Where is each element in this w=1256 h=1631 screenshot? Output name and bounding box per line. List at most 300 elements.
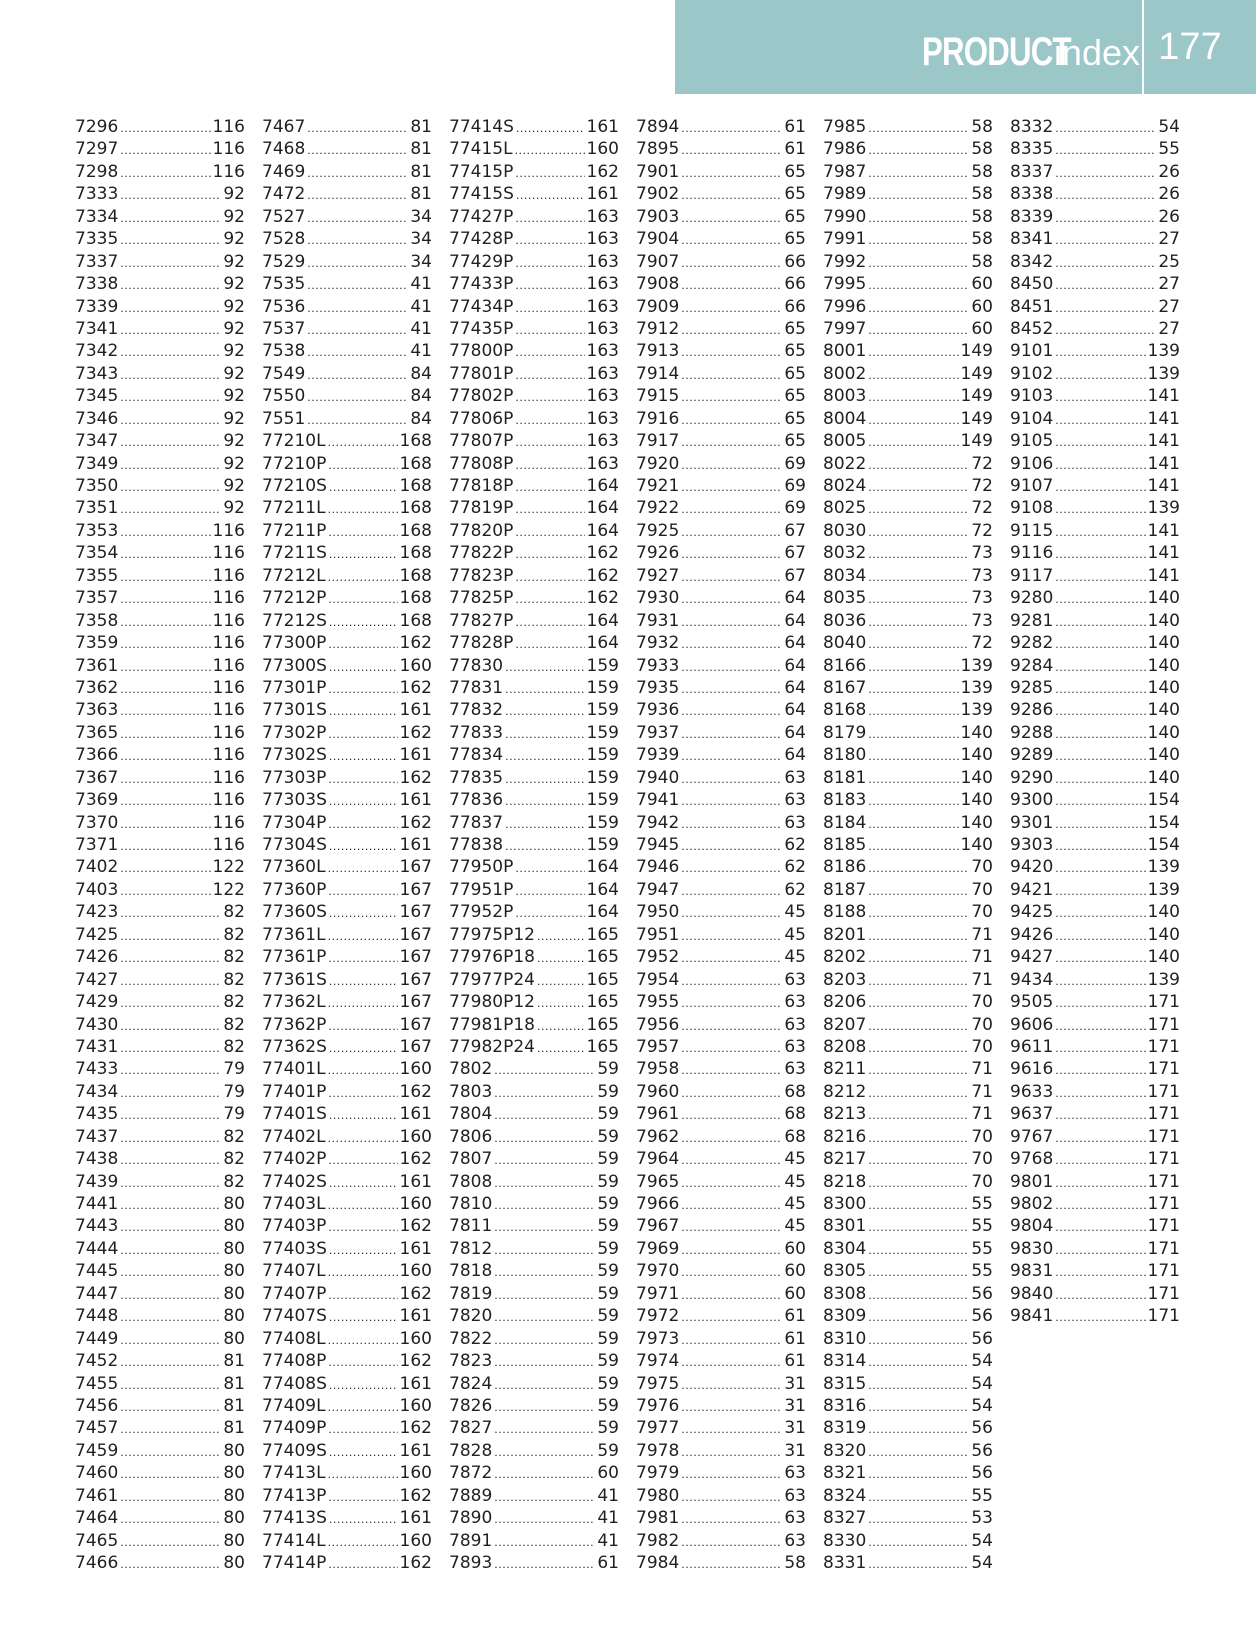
page-reference: 81 <box>223 1351 245 1372</box>
dot-leader <box>307 208 408 230</box>
dot-leader <box>681 342 782 364</box>
page-reference: 139 <box>1147 498 1180 519</box>
page-reference: 160 <box>399 1261 432 1282</box>
page-reference: 80 <box>223 1508 245 1529</box>
page-reference: 82 <box>223 1014 245 1035</box>
dot-leader <box>328 881 397 903</box>
dot-leader <box>494 1217 595 1239</box>
dot-leader <box>868 298 969 320</box>
index-entry <box>75 453 245 475</box>
index-entry <box>262 1530 432 1552</box>
product-code: 7806 <box>449 1126 493 1147</box>
product-code: 7444 <box>75 1238 119 1259</box>
index-entry <box>823 1462 993 1484</box>
index-entry <box>75 1103 245 1125</box>
page-reference: 159 <box>586 835 619 855</box>
dot-leader <box>1055 140 1156 162</box>
dot-leader <box>120 387 221 409</box>
product-code: 7952 <box>636 947 680 968</box>
index-entry <box>449 1328 619 1350</box>
dot-leader <box>505 791 584 813</box>
page-reference: 82 <box>223 1149 245 1170</box>
product-code: 77360S <box>262 902 327 923</box>
dot-leader <box>1055 1285 1145 1307</box>
product-code: 7812 <box>449 1238 493 1259</box>
dot-leader <box>1055 1016 1145 1038</box>
page-reference: 162 <box>399 812 432 833</box>
product-code: 7430 <box>75 1014 119 1035</box>
dot-leader <box>868 858 969 880</box>
dot-leader <box>681 589 782 611</box>
index-entry <box>636 183 806 205</box>
page-title-bold: PRODUCT <box>922 30 1071 74</box>
page-reference: 162 <box>399 1418 432 1439</box>
product-code: 7819 <box>449 1283 493 1304</box>
page-reference: 58 <box>971 206 993 227</box>
page-reference: 160 <box>399 1530 432 1551</box>
page-reference: 60 <box>971 318 993 339</box>
page-reference: 162 <box>399 767 432 788</box>
page-reference: 141 <box>1147 431 1180 452</box>
dot-leader <box>681 1038 782 1060</box>
dot-leader <box>120 253 221 275</box>
product-code: 7460 <box>75 1463 119 1484</box>
index-entry <box>262 1036 432 1058</box>
product-code: 77403S <box>262 1238 327 1259</box>
product-code: 8319 <box>823 1418 867 1439</box>
product-code: 7981 <box>636 1508 680 1529</box>
index-entry <box>636 1373 806 1395</box>
page-reference: 161 <box>586 117 619 137</box>
index-entry <box>823 1417 993 1439</box>
product-code: 77361L <box>262 924 326 945</box>
product-code: 7456 <box>75 1395 119 1416</box>
dot-leader <box>681 1150 782 1172</box>
dot-leader <box>868 679 958 701</box>
product-code: 7459 <box>75 1440 119 1461</box>
page-reference: 165 <box>586 947 619 968</box>
index-entry <box>75 587 245 609</box>
page-reference: 65 <box>784 386 806 407</box>
index-entry <box>262 767 432 789</box>
dot-leader <box>1055 320 1156 342</box>
dot-leader <box>537 926 585 948</box>
page-reference: 140 <box>1147 588 1180 609</box>
page-reference: 72 <box>971 520 993 541</box>
product-code: 7537 <box>262 318 306 339</box>
index-entry <box>1010 340 1180 362</box>
dot-leader <box>868 1060 969 1082</box>
index-entry <box>823 1485 993 1507</box>
index-entry <box>449 1193 619 1215</box>
product-code: 7872 <box>449 1463 493 1484</box>
index-entry <box>75 789 245 811</box>
index-entry <box>449 1350 619 1372</box>
dot-leader <box>328 1532 398 1554</box>
index-entry <box>262 587 432 609</box>
page-reference: 122 <box>212 879 245 900</box>
product-code: 7354 <box>75 543 119 564</box>
index-entry <box>449 251 619 273</box>
product-code: 77362S <box>262 1036 327 1057</box>
page-reference: 168 <box>399 498 432 519</box>
dot-leader <box>120 230 221 252</box>
product-code: 77401P <box>262 1081 327 1102</box>
page-reference: 162 <box>586 161 619 182</box>
page-reference: 168 <box>399 476 432 496</box>
dot-leader <box>120 903 221 925</box>
page-reference: 61 <box>784 139 806 160</box>
dot-leader <box>505 769 584 791</box>
dot-leader <box>868 1330 969 1352</box>
dot-leader <box>868 1195 969 1217</box>
page-reference: 162 <box>586 543 619 564</box>
index-entry <box>449 318 619 340</box>
product-code: 77360L <box>262 857 326 878</box>
index-entry <box>823 340 993 362</box>
index-entry <box>1010 1081 1180 1103</box>
dot-leader <box>120 1038 221 1060</box>
page-reference: 26 <box>1158 206 1180 227</box>
product-code: 77952P <box>449 902 514 923</box>
dot-leader <box>1055 522 1145 544</box>
index-entry <box>449 1552 619 1574</box>
dot-leader <box>505 701 584 723</box>
page-reference: 171 <box>1147 1014 1180 1035</box>
product-code: 77211S <box>262 543 327 564</box>
page-reference: 154 <box>1147 812 1180 833</box>
index-entry <box>823 812 993 834</box>
page-reference: 62 <box>784 879 806 900</box>
page-reference: 140 <box>960 790 993 811</box>
page-reference: 139 <box>960 700 993 721</box>
dot-leader <box>868 208 969 230</box>
index-entry <box>823 924 993 946</box>
product-code: 9280 <box>1010 588 1054 609</box>
page-reference: 122 <box>212 857 245 878</box>
page-reference: 80 <box>223 1463 245 1484</box>
index-entry <box>75 1507 245 1529</box>
dot-leader <box>494 1442 595 1464</box>
dot-leader <box>120 432 221 454</box>
page-number: 177 <box>1158 26 1222 68</box>
index-entry <box>636 1552 806 1574</box>
product-code: 7939 <box>636 745 680 766</box>
index-entry <box>262 677 432 699</box>
product-code: 9802 <box>1010 1194 1054 1214</box>
dot-leader <box>494 1262 595 1284</box>
index-entry <box>823 1036 993 1058</box>
dot-leader <box>515 163 584 185</box>
page-reference: 60 <box>784 1238 806 1259</box>
index-entry <box>636 834 806 856</box>
index-entry <box>823 453 993 475</box>
page-reference: 161 <box>399 835 432 855</box>
dot-leader <box>681 769 782 791</box>
index-entry <box>449 542 619 564</box>
dot-leader <box>515 320 584 342</box>
dot-leader <box>868 1487 969 1509</box>
product-code: 7403 <box>75 879 119 900</box>
product-code: 77976P18 <box>449 947 535 968</box>
index-entry <box>262 879 432 901</box>
page-reference: 27 <box>1158 274 1180 295</box>
product-code: 77434P <box>449 296 514 317</box>
dot-leader <box>868 387 958 409</box>
product-code: 77825P <box>449 588 514 609</box>
index-entry <box>1010 183 1180 205</box>
index-entry <box>823 497 993 519</box>
index-entry <box>75 1171 245 1193</box>
page-reference: 168 <box>399 543 432 564</box>
index-entry <box>823 901 993 923</box>
product-code: 77210P <box>262 453 327 474</box>
index-entry <box>636 138 806 160</box>
index-entry <box>262 1081 432 1103</box>
product-code: 7927 <box>636 565 680 586</box>
index-entry <box>262 1395 432 1417</box>
index-entry <box>449 430 619 452</box>
page-reference: 139 <box>1147 363 1180 384</box>
page-reference: 92 <box>223 274 245 295</box>
page-reference: 159 <box>586 767 619 788</box>
page-reference: 59 <box>597 1261 619 1282</box>
index-entry <box>262 610 432 632</box>
product-code: 8201 <box>823 924 867 945</box>
page-reference: 55 <box>971 1485 993 1506</box>
product-code: 7903 <box>636 206 680 227</box>
product-code: 8208 <box>823 1036 867 1057</box>
dot-leader <box>868 230 969 252</box>
index-entry <box>1010 744 1180 766</box>
page-reference: 59 <box>597 1373 619 1394</box>
index-entry <box>262 408 432 430</box>
page-reference: 82 <box>223 1036 245 1057</box>
index-entry <box>636 946 806 968</box>
index-entry <box>636 924 806 946</box>
dot-leader <box>1055 903 1145 925</box>
product-code: 7985 <box>823 117 867 137</box>
product-code: 9804 <box>1010 1216 1054 1237</box>
product-code: 8320 <box>823 1440 867 1461</box>
page-reference: 59 <box>597 1395 619 1416</box>
index-entry <box>823 296 993 318</box>
product-code: 8168 <box>823 700 867 721</box>
product-code: 7438 <box>75 1149 119 1170</box>
product-code: 9300 <box>1010 790 1054 811</box>
index-entry <box>823 789 993 811</box>
product-code: 7823 <box>449 1351 493 1372</box>
product-code: 77802P <box>449 386 514 407</box>
index-entry <box>449 1058 619 1080</box>
dot-leader <box>1055 208 1156 230</box>
dot-leader <box>328 1487 397 1509</box>
dot-leader <box>515 567 584 589</box>
product-code: 77414P <box>262 1553 327 1573</box>
dot-leader <box>681 1105 782 1127</box>
page-reference: 63 <box>784 1059 806 1080</box>
page-reference: 82 <box>223 1126 245 1147</box>
index-entry <box>75 655 245 677</box>
product-code: 7427 <box>75 969 119 990</box>
index-entry <box>262 744 432 766</box>
product-code: 7958 <box>636 1059 680 1080</box>
page-reference: 61 <box>784 1306 806 1327</box>
index-column-6 <box>1010 116 1180 1328</box>
page-reference: 63 <box>784 1036 806 1057</box>
page-reference: 54 <box>1158 117 1180 137</box>
product-code: 9420 <box>1010 857 1054 878</box>
page-reference: 58 <box>971 229 993 250</box>
product-code: 8188 <box>823 902 867 923</box>
dot-leader <box>120 657 210 679</box>
dot-leader <box>494 1195 595 1217</box>
product-code: 8338 <box>1010 184 1054 205</box>
page-reference: 84 <box>410 386 432 407</box>
product-code: 77303P <box>262 767 327 788</box>
page-reference: 163 <box>586 408 619 429</box>
page-reference: 140 <box>1147 902 1180 923</box>
dot-leader <box>515 589 584 611</box>
index-entry <box>449 1126 619 1148</box>
index-entry <box>636 363 806 385</box>
product-code: 7971 <box>636 1283 680 1304</box>
product-code: 7439 <box>75 1171 119 1192</box>
page-reference: 116 <box>212 677 245 698</box>
index-entry <box>823 632 993 654</box>
page-reference: 162 <box>399 1283 432 1304</box>
index-entry <box>1010 655 1180 677</box>
page-reference: 163 <box>586 318 619 339</box>
dot-leader <box>120 1195 221 1217</box>
index-entry <box>636 1350 806 1372</box>
product-code: 7902 <box>636 184 680 205</box>
product-code: 77428P <box>449 229 514 250</box>
page-reference: 71 <box>971 1081 993 1102</box>
page-reference: 65 <box>784 161 806 182</box>
product-code: 9425 <box>1010 902 1054 923</box>
dot-leader <box>681 230 782 252</box>
page-reference: 140 <box>1147 677 1180 698</box>
page-reference: 163 <box>586 274 619 295</box>
page-reference: 59 <box>597 1081 619 1102</box>
page-reference: 168 <box>399 565 432 586</box>
product-code: 7979 <box>636 1463 680 1484</box>
index-entry <box>1010 856 1180 878</box>
index-entry <box>262 1328 432 1350</box>
dot-leader <box>868 499 969 521</box>
dot-leader <box>120 298 221 320</box>
page-reference: 171 <box>1147 1036 1180 1057</box>
page-reference: 162 <box>586 565 619 586</box>
product-code: 77435P <box>449 318 514 339</box>
index-entry <box>636 542 806 564</box>
product-code: 7960 <box>636 1081 680 1102</box>
index-entry <box>823 946 993 968</box>
index-entry <box>75 856 245 878</box>
dot-leader <box>681 1397 782 1419</box>
page-reference: 171 <box>1147 1216 1180 1237</box>
dot-leader <box>329 1375 398 1397</box>
dot-leader <box>515 499 584 521</box>
dot-leader <box>868 185 969 207</box>
page-reference: 116 <box>212 812 245 833</box>
dot-leader <box>120 993 221 1015</box>
page-reference: 61 <box>597 1553 619 1573</box>
product-code: 8005 <box>823 431 867 452</box>
product-code: 9616 <box>1010 1059 1054 1080</box>
page-reference: 69 <box>784 453 806 474</box>
index-entry <box>75 969 245 991</box>
dot-leader <box>515 455 584 477</box>
product-code: 9115 <box>1010 520 1054 541</box>
dot-leader <box>515 342 584 364</box>
product-code: 77806P <box>449 408 514 429</box>
page-reference: 63 <box>784 1508 806 1529</box>
index-entry <box>636 1417 806 1439</box>
product-code: 77982P24 <box>449 1036 535 1057</box>
dot-leader <box>1055 185 1156 207</box>
product-code: 7366 <box>75 745 119 766</box>
dot-leader <box>868 1262 969 1284</box>
product-code: 77301P <box>262 677 327 698</box>
product-code: 77362L <box>262 992 326 1013</box>
page-reference: 27 <box>1158 296 1180 317</box>
product-code: 8314 <box>823 1351 867 1372</box>
product-code: 77833 <box>449 722 504 743</box>
index-entry <box>1010 1238 1180 1260</box>
index-entry <box>75 1260 245 1282</box>
dot-leader <box>1055 1038 1145 1060</box>
dot-leader <box>1055 612 1145 634</box>
dot-leader <box>307 230 408 252</box>
product-code: 77408P <box>262 1351 327 1372</box>
product-code: 7457 <box>75 1418 119 1439</box>
dot-leader <box>1055 1060 1145 1082</box>
page-reference: 68 <box>784 1126 806 1147</box>
product-code: 9831 <box>1010 1261 1054 1282</box>
index-entry <box>449 340 619 362</box>
dot-leader <box>120 1173 221 1195</box>
dot-leader <box>120 589 210 611</box>
product-code: 7426 <box>75 947 119 968</box>
product-code: 8341 <box>1010 229 1054 250</box>
dot-leader <box>120 275 221 297</box>
index-entry <box>449 1081 619 1103</box>
product-code: 7334 <box>75 206 119 227</box>
index-entry <box>75 1148 245 1170</box>
index-entry <box>823 116 993 138</box>
page-reference: 165 <box>586 1036 619 1057</box>
dot-leader <box>120 410 221 432</box>
index-entry <box>75 273 245 295</box>
page-reference: 59 <box>597 1059 619 1080</box>
dot-leader <box>494 1128 595 1150</box>
dot-leader <box>681 365 782 387</box>
page-reference: 92 <box>223 318 245 339</box>
dot-leader <box>494 1105 595 1127</box>
product-code: 77835 <box>449 767 504 788</box>
product-code: 77407P <box>262 1283 327 1304</box>
dot-leader <box>681 253 782 275</box>
dot-leader <box>868 701 958 723</box>
index-entry <box>1010 475 1180 497</box>
dot-leader <box>494 1330 595 1352</box>
product-code: 7987 <box>823 161 867 182</box>
page-reference: 116 <box>212 835 245 855</box>
product-code: 7990 <box>823 206 867 227</box>
page-reference: 63 <box>784 1530 806 1551</box>
